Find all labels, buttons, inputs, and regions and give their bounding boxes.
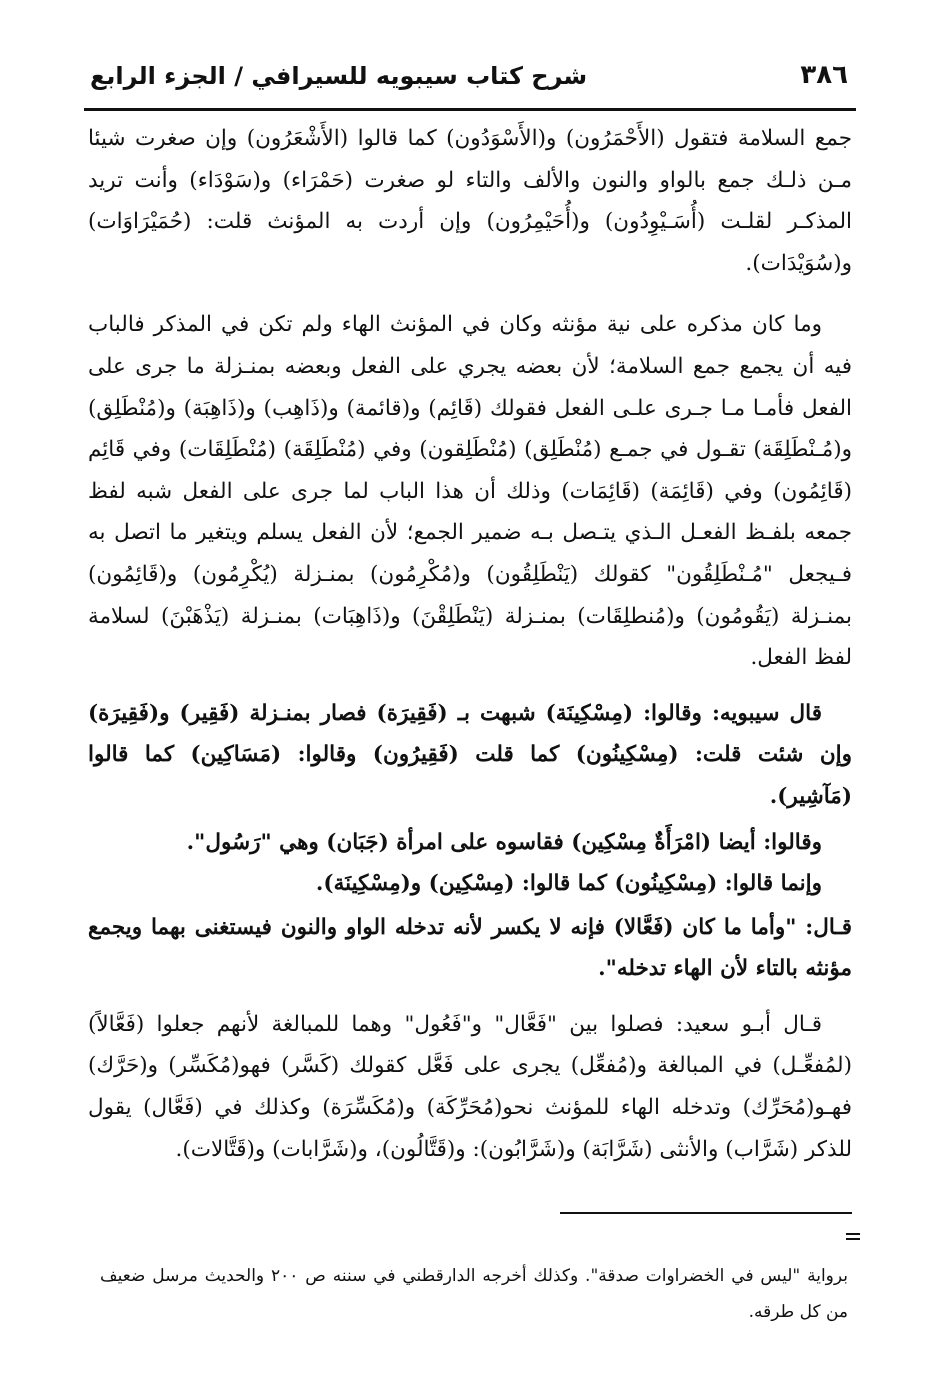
footnote: برواية "ليس في الخضراوات صدقة". وكذلك أخرجه الدارقطني في سننه ص ٢٠٠ والحديث مرسل ضعيف من كل طرقه. — [100, 1266, 848, 1322]
header-rule — [84, 108, 856, 111]
running-title: شرح كتاب سيبويه للسيرافي / الجزء الرابع — [90, 62, 588, 90]
paragraph-3: قال سيبويه: وقالوا: (مِسْكِينَة) شبهت بـ (فَقِيرَة) فصار بمنـزلة (فَقِير) و(فَقِيرَة) وإن شئت قلت: (مِسْكِينُون) كما قلت (فَقِيرُون) وقالوا: (مَسَاكِين) كما قالوا (مَآشِير). — [88, 700, 852, 809]
main-text — [88, 118, 852, 1170]
footnote-rule — [560, 1212, 852, 1214]
paragraph-6: قـال: "وأما ما كان (فَعَّالا) فإنه لا يكسر لأنه تدخله الواو والنون فيستغنى بهما ويجمع مؤنثه بالتاء لأن الهاء تدخله". — [88, 914, 852, 982]
footnote-marker-line — [846, 1238, 860, 1240]
paragraph-2: وما كان مذكره على نية مؤنثه وكان في المؤنث الهاء ولم تكن في المذكر فالباب فيه أن يجمع جمع السلامة؛ لأن بعضه يجري على الفعل وبعضه بمنـزلة ما جرى على الفعل فأمـا مـا جـرى علـى الفعل فقولك (قَائِم) و(قائمة) و(ذَاهِب) و(ذَاهِبَة) و(مُنْطَلِق) و(مُـنْطَلِقَة) تقـول في جمـع (مُنْطَلِق) (مُنْطَلِقون) وفي (مُنْطَلِقَة) (مُنْطَلِقَات) وفي قَائِم (قَائِمُون) وفي (قَائِمَة) (قَائِمَات) وذلك أن هذا الباب لما جرى على الفعل شبه لفظ جمعه بلفـظ الفعـل الـذي يتـصل بـه ضمير الجمع؛ لأن الفعل يسلم ويتغير ما اتصل به فـيجعل "مُـنْطَلِقُون" كقولك (يَنْطَلِقُون) و(مُكْرِمُون) بمنـزلة (يُكْرِمُون) و(قَائِمُون) بمنـزلة (يَقُومُون) و(مُنطلِقَات) بمنـزلة (يَنْطَلِقْنَ) و(ذَاهِبَات) بمنـزلة (يَذْهَبْنَ) لسلامة لفظ الفعل. — [88, 312, 852, 671]
page-number: ٣٨٦ — [800, 60, 848, 90]
footnote-marker — [846, 1233, 860, 1235]
paragraph-4: وقالوا: أيضا (امْرَأَةٌ مِسْكِين) فقاسوه على امرأة (جَبَان) وهي "رَسُول". — [186, 829, 822, 855]
paragraph-1: جمع السلامة فتقول (الأَحْمَرُون) و(الأَسْوَدُون) كما قالوا (الأَشْعَرُون) وإن صغرت شيئا مـن ذلـك جمع بالواو والنون والألف والتاء لو صغرت (حَمْرَاء) و(سَوْدَاء) وأنت تريد المذكـر لقلـت (أُسَـيْوِدُون) و(أُحَيْمِرُون) وإن أردت به المؤنث قلت: (حُمَيْرَاوَات) و(سُوَيْدَات). — [88, 126, 852, 276]
page-header — [84, 60, 856, 100]
paragraph-7: قـال أبـو سعيد: فصلوا بين "فَعَّال" و"فَعُول" وهما للمبالغة لأنهم جعلوا (فَعَّالاً) (لمُفعِّـل) في المبالغة و(مُفعِّل) يجرى على فَعَّل كقولك (كَسَّر) فهو(مُكَسِّر) و(حَرَّك) فهـو(مُحَرِّك) وتدخله الهاء للمؤنث نحو(مُحَرِّكَة) و(مُكَسِّرَة) وكذلك في (فَعَّال) يقول للذكر (شَرَّاب) والأنثى (شَرَّابَة) و(شَرَّابُون): و(قَتَّالُون)، و(شَرَّابات) و(قَتَّالات). — [88, 1011, 852, 1162]
paragraph-5: وإنما قالوا: (مِسْكِينُون) كما قالوا: (مِسْكِين) و(مِسْكِينَة). — [315, 871, 822, 897]
